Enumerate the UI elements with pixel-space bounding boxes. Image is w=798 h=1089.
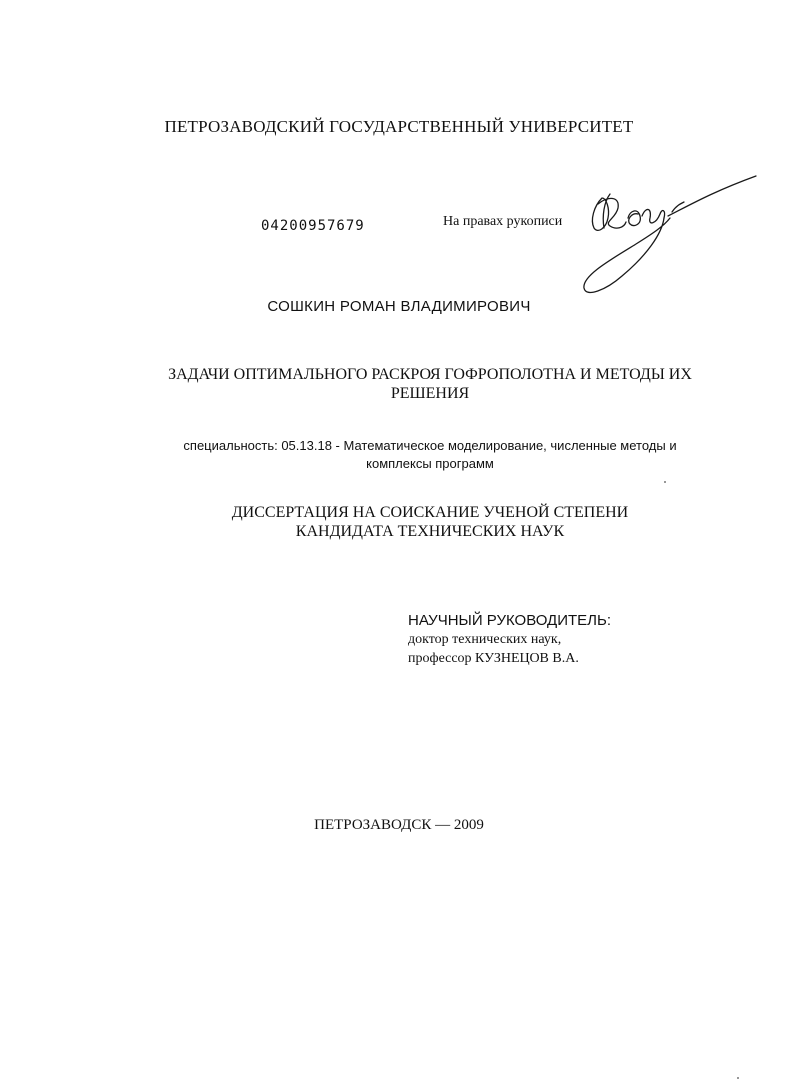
author-name: СОШКИН РОМАН ВЛАДИМИРОВИЧ	[267, 298, 531, 315]
supervisor-heading: НАУЧНЫЙ РУКОВОДИТЕЛЬ:	[408, 612, 612, 629]
degree-line: КАНДИДАТА ТЕХНИЧЕСКИХ НАУК	[295, 523, 565, 540]
city-year: ПЕТРОЗАВОДСК — 2009	[314, 817, 484, 833]
rights-note: На правах рукописи	[443, 214, 563, 229]
thesis-title-line: РЕШЕНИЯ	[390, 385, 470, 402]
thesis-title	[160, 365, 700, 403]
inventory-number: 04200957679	[261, 218, 365, 234]
supervisor-block	[408, 611, 611, 668]
degree-statement	[160, 503, 700, 541]
specialty-line: комплексы программ	[366, 456, 494, 471]
specialty	[160, 437, 700, 473]
scan-speck	[664, 481, 666, 483]
specialty-line: специальность: 05.13.18 - Математическое моделирование, численные методы и	[183, 438, 677, 453]
supervisor-degree: доктор технических наук,	[408, 632, 562, 647]
university-name: ПЕТРОЗАВОДСКИЙ ГОСУДАРСТВЕННЫЙ УНИВЕРСИТЕТ	[164, 117, 634, 136]
thesis-title-line: ЗАДАЧИ ОПТИМАЛЬНОГО РАСКРОЯ ГОФРОПОЛОТНА И МЕТОДЫ ИХ	[168, 366, 692, 383]
degree-line: ДИССЕРТАЦИЯ НА СОИСКАНИЕ УЧЕНОЙ СТЕПЕНИ	[231, 504, 629, 521]
handwritten-signature-icon	[580, 172, 760, 300]
scan-speck	[737, 1077, 739, 1079]
supervisor-name: профессор КУЗНЕЦОВ В.А.	[408, 651, 579, 666]
